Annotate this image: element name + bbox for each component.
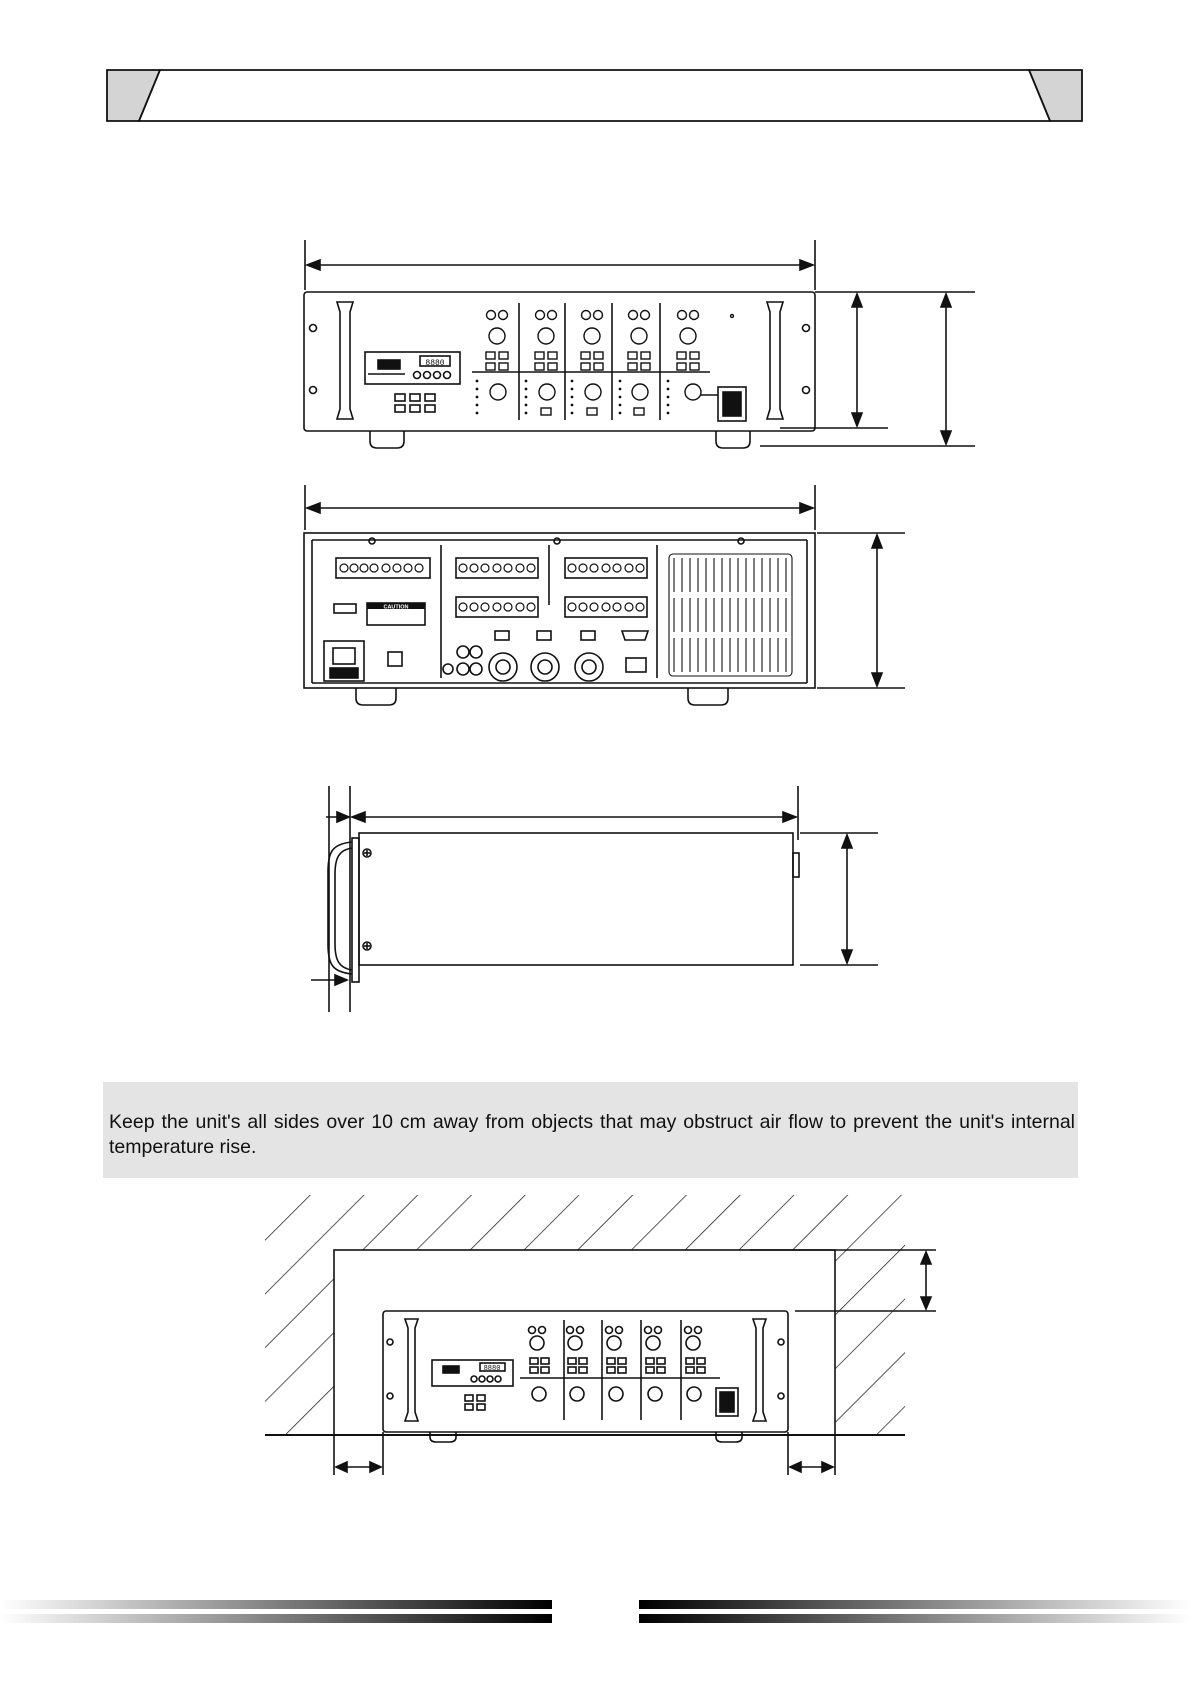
footer-decoration <box>0 1596 1191 1656</box>
rear-caution-label: CAUTION <box>383 604 409 611</box>
front-display-readout: 8880 <box>425 359 445 368</box>
ventilation-display-readout: 8880 <box>483 1365 501 1373</box>
ventilation-note-text: Keep the unit's all sides over 10 cm away from objects that may obstruct air flow to prevent the unit's internal temperature rise. <box>109 1111 1075 1158</box>
